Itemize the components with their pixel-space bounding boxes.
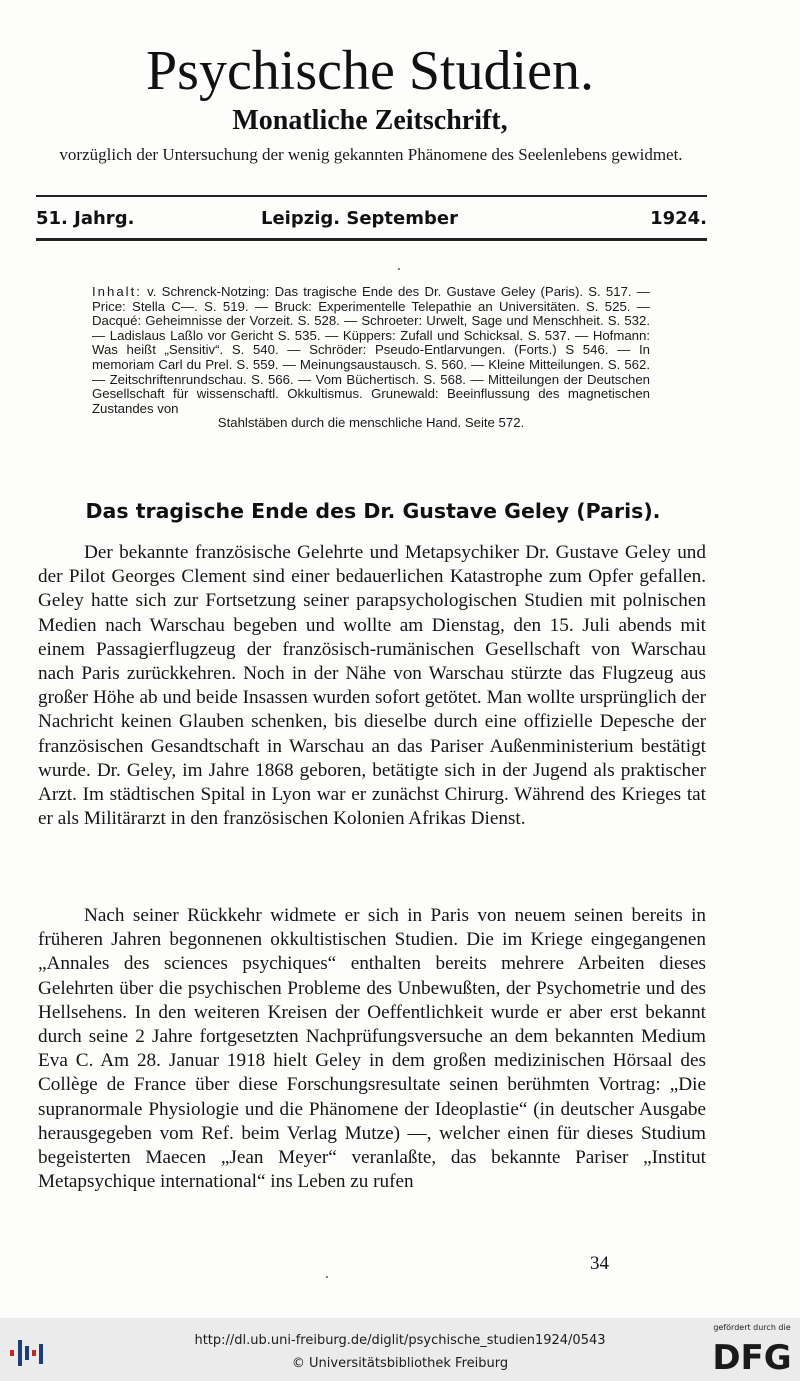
contents-label: Inhalt:: [92, 284, 142, 299]
contents-text: v. Schrenck-Notzing: Das tragische Ende des Dr. Gustave Geley (Paris). S. 517. — Price: Stella C—. S. 519. — Bruck: Experimentelle Telepathie an Universitäten. S. 525. — Dacqué: Geheimnisse der Vorzeit. S. 528. — Schroeter: Urwelt, Sage und Menschheit. S. 532. — Ladislaus Laßlo vor Gericht S. 535. — Küppers: Zufall und Schicksal. S. 537. — Hofmann: Was heißt „Sensitiv“. S. 540. — Schröder: Pseudo-Entlarvungen. (Forts.) S 546. — In memoriam Carl du Prel. S. 559. — Meinungsaustausch. S. 560. — Kleine Mitteilungen. S. 562. — Zeitschriftenrundschau. S. 566. — Vom Büchertisch. S. 568. — Mitteilungen der Deutschen Gesellschaft für wissenschaftl. Okkultismus. Grunewald: Beeinflussung des magnetischen Zustandes von: [92, 284, 650, 416]
table-of-contents: [92, 285, 650, 431]
viewer-footer: [0, 1318, 800, 1381]
print-speck: [398, 268, 400, 270]
publication-year: 1924.: [650, 208, 707, 229]
header-rule-bottom: [36, 238, 707, 241]
page-number: 34: [590, 1253, 609, 1274]
volume-year: 51. Jahrg.: [36, 208, 135, 229]
article-title: Das tragische Ende des Dr. Gustave Geley (Paris).: [85, 499, 661, 523]
dfg-caption: gefördert durch die: [713, 1323, 791, 1332]
header-rule-top: [36, 195, 707, 197]
print-speck: [326, 1276, 328, 1278]
place-and-month: Leipzig. September: [261, 208, 458, 229]
issue-line: [36, 205, 707, 233]
journal-title: Psychische Studien.: [146, 40, 594, 102]
article-paragraph: Der bekannte französische Gelehrte und Metapsychiker Dr. Gustave Geley und der Pilot Georges Clement sind einer bedauerlichen Katastrophe zum Opfer gefallen. Geley hatte sich zur Fortsetzung seiner parapsychologischen Studien mit polnischen Medien nach Warschau begeben und wollte am Dienstag, den 15. Juli abends mit einem Passagierflugzeug der französisch-rumänischen Gesellschaft von Warschau nach Paris zurückkehren. Noch in der Nähe von Warschau stürzte das Flugzeug aus großer Höhe ab und beide Insassen wurden sofort getötet. Man wollte ursprünglich der Nachricht keinen Glauben schenken, bis dieselbe durch eine offizielle Depesche der französischen Gesandtschaft in Warschau an das Pariser Außenministerium bestätigt wurde. Dr. Geley, im Jahre 1868 geboren, betätigte sich in der Jugend als praktischer Arzt. Im städtischen Spital in Lyon war er zunächst Chirurg. Während des Krieges tat er als Militärarzt in den französischen Kolonien Afrikas Dienst.: [38, 542, 706, 830]
journal-subtitle: Monatliche Zeitschrift,: [232, 105, 508, 136]
contents-last-line: Stahlstäben durch die menschliche Hand. Seite 572.: [217, 415, 525, 431]
dfg-funding-badge: [712, 1323, 792, 1377]
copyright-notice: © Universitätsbibliothek Freiburg: [291, 1356, 509, 1371]
dfg-logo-icon: [712, 1335, 792, 1375]
article-paragraph: Nach seiner Rückkehr widmete er sich in Paris von neuem seinen bereits in früheren Jahren begonnenen okkultistischen Studien. Die im Kriege eingegangenen „Annales des sciences psychiques“ enthalten bereits mehrere Arbeiten dieses Gelehrten über die psychischen Probleme des Unbewußten, der Psychometrie und des Hellsehens. In den weiteren Kreisen der Oeffentlichkeit wurde er aber erst bekannt durch seine 2 Jahre fortgesetzten Nachprüfungsversuche an dem bekannten Medium Eva C. Am 28. Januar 1918 hielt Geley in dem großen medizinischen Hörsaal des Collège de France über diese Forschungsresultate seinen berühmten Vortrag: „Die supranormale Physiologie und die Phänomene der Ideoplastie“ (in deutscher Ausgabe herausgegeben vom Ref. beim Verlag Mutze) —, welcher einen für dieses Studium begeisterten Maecen „Jean Meyer“ veranlaßte, das bekannte Pariser „Institut Metapsychique international“ ins Leben zu rufen: [38, 905, 706, 1193]
source-url-link[interactable]: http://dl.ub.uni-freiburg.de/diglit/psychische_studien1924/0543: [194, 1333, 606, 1348]
journal-description: vorzüglich der Untersuchung der wenig gekannten Phänomene des Seelenlebens gewidmet.: [59, 145, 683, 164]
dfg-logo-text: DFG: [712, 1338, 792, 1375]
